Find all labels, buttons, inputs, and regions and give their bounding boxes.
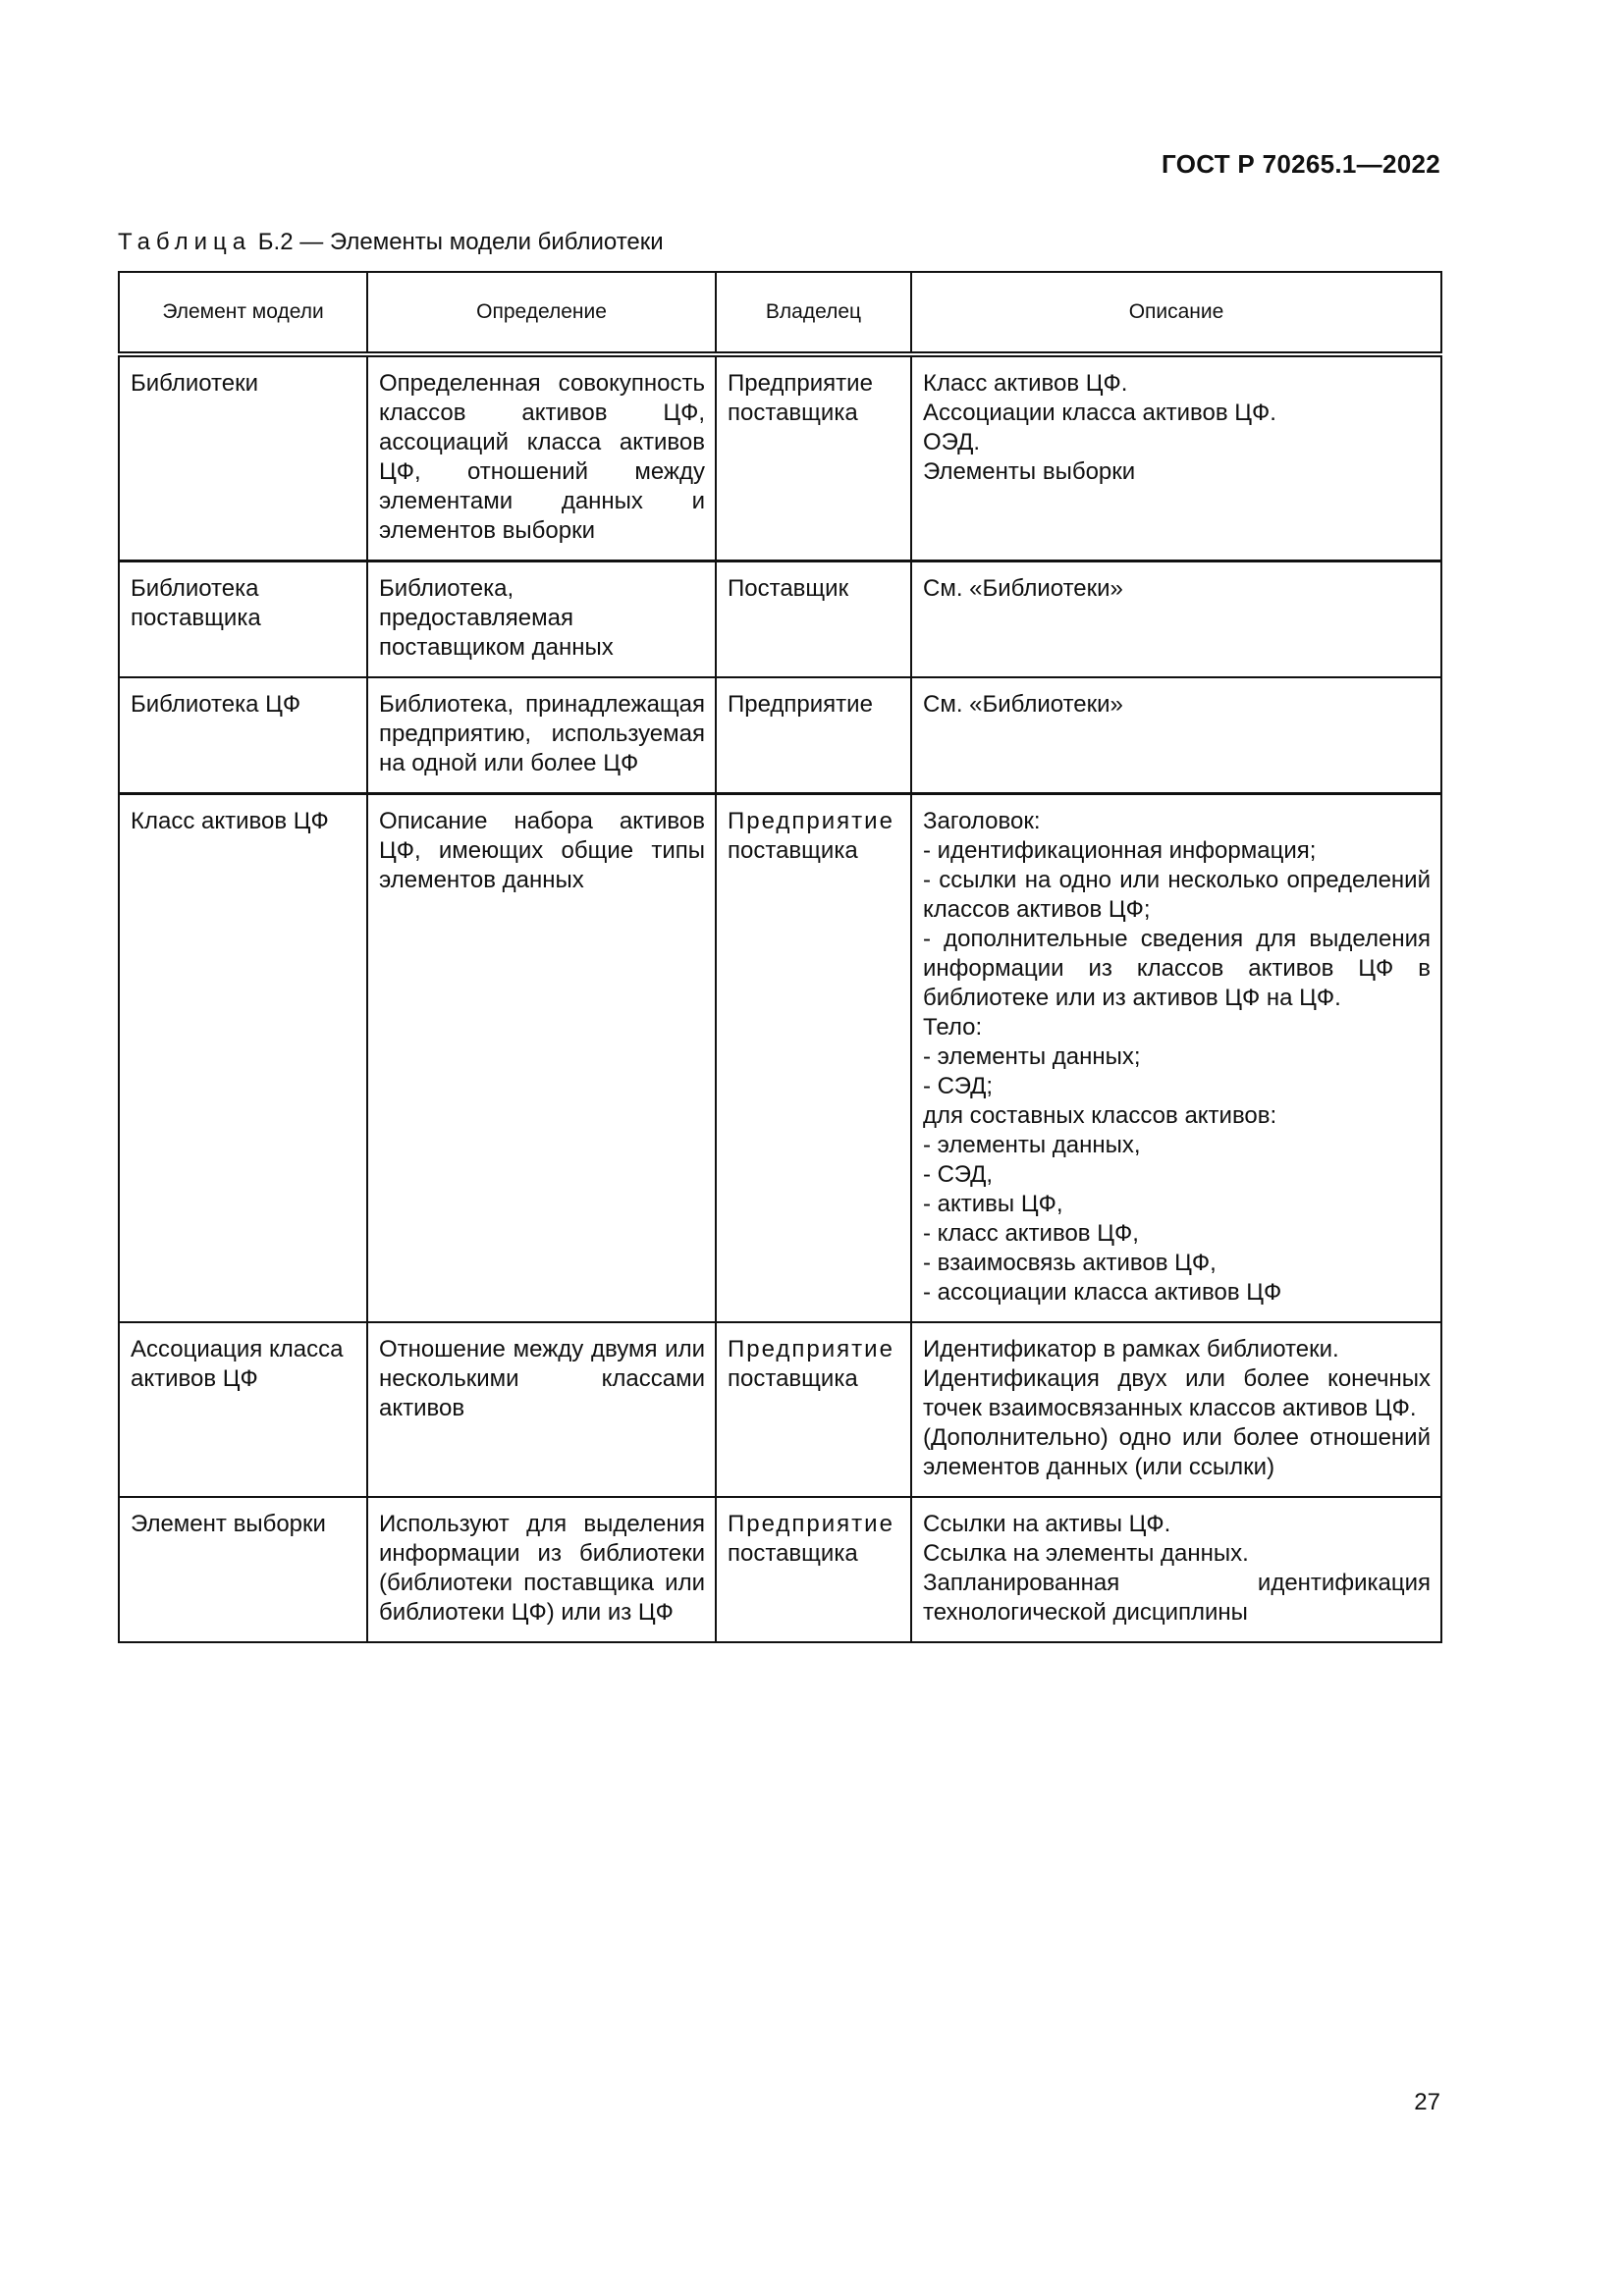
owner-line: Предприятие [728,1511,894,1537]
description-line: Класс активов ЦФ. [923,370,1128,397]
cell-description [911,1322,1441,1497]
cell-owner [716,561,911,678]
column-header-owner: Владелец [716,272,911,354]
table-header-row [119,272,1441,354]
cell-owner [716,1322,911,1497]
table-row [119,354,1441,561]
cell-definition: Библиотека, предоставляемая поставщиком данных [367,561,716,678]
description-line: Заголовок: [923,808,1041,834]
description-line: См. «Библиотеки» [923,691,1123,718]
cell-element: Библиотека поставщика [119,561,367,678]
description-line: Элементы выборки [923,458,1136,485]
owner-line: поставщика [728,400,858,426]
description-line: - ссылки на одно или несколько определений классов активов ЦФ; [923,867,1431,923]
cell-description [911,1497,1441,1642]
owner-line: поставщика [728,837,858,864]
cell-definition: Отношение между двумя или несколькими классами активов [367,1322,716,1497]
description-line: Запланированная идентификация технологической дисциплины [923,1570,1431,1626]
owner-line: Предприятие [728,691,873,718]
library-model-elements-table [118,271,1442,1643]
table-caption [118,229,664,256]
description-line: ОЭД. [923,429,981,455]
owner-line: поставщика [728,1540,858,1567]
cell-element: Ассоциация класса активов ЦФ [119,1322,367,1497]
cell-element: Элемент выборки [119,1497,367,1642]
cell-owner [716,354,911,561]
description-line: - активы ЦФ, [923,1191,1063,1217]
cell-owner [716,1497,911,1642]
cell-description [911,677,1441,794]
description-line: - элементы данных, [923,1132,1141,1158]
description-line: (Дополнительно) одно или более отношений элементов данных (или ссылки) [923,1424,1431,1480]
description-line: Ссылки на активы ЦФ. [923,1511,1171,1537]
description-line: - идентификационная информация; [923,837,1317,864]
table-row [119,561,1441,678]
owner-line: Предприятие [728,808,894,834]
table-row [119,677,1441,794]
table-row [119,794,1441,1323]
cell-definition: Библиотека, принадлежащая предприятию, используемая на одной или более ЦФ [367,677,716,794]
description-line: - класс активов ЦФ, [923,1220,1139,1247]
owner-line: Поставщик [728,575,849,602]
cell-description [911,794,1441,1323]
column-header-definition: Определение [367,272,716,354]
description-line: Идентификация двух или более конечных точек взаимосвязанных классов активов ЦФ. [923,1365,1431,1421]
cell-element: Класс активов ЦФ [119,794,367,1323]
caption-label: Таблица [118,229,252,255]
document-header-code: ГОСТ Р 70265.1—2022 [1162,149,1440,179]
cell-definition: Описание набора активов ЦФ, имеющих общие типы элементов данных [367,794,716,1323]
caption-number: Б.2 [257,229,294,255]
cell-element: Библиотеки [119,354,367,561]
description-line: для составных классов активов: [923,1102,1277,1129]
cell-element: Библиотека ЦФ [119,677,367,794]
owner-line: поставщика [728,1365,858,1392]
description-line: См. «Библиотеки» [923,575,1123,602]
description-line: Ассоциации класса активов ЦФ. [923,400,1276,426]
description-line: - взаимосвязь активов ЦФ, [923,1250,1217,1276]
description-line: Ссылка на элементы данных. [923,1540,1249,1567]
column-header-description: Описание [911,272,1441,354]
description-line: - ассоциации класса активов ЦФ [923,1279,1282,1306]
owner-line: Предприятие [728,1336,894,1362]
cell-owner [716,794,911,1323]
description-line: Идентификатор в рамках библиотеки. [923,1336,1339,1362]
column-header-element: Элемент модели [119,272,367,354]
caption-title: — Элементы модели библиотеки [299,229,664,255]
cell-description [911,354,1441,561]
description-line: - элементы данных; [923,1043,1141,1070]
table-row [119,1497,1441,1642]
owner-line: Предприятие [728,370,873,397]
description-line: - дополнительные сведения для выделения информации из классов активов ЦФ в библиотеке или из активов ЦФ на ЦФ. [923,926,1431,1011]
cell-description [911,561,1441,678]
description-line: - СЭД; [923,1073,994,1099]
table-row [119,1322,1441,1497]
description-line: Тело: [923,1014,983,1041]
cell-definition: Определенная совокупность классов активов ЦФ, ассоциаций класса активов ЦФ, отношений между элементами данных и элементов выборки [367,354,716,561]
page-number: 27 [1414,2089,1440,2115]
cell-owner [716,677,911,794]
description-line: - СЭД, [923,1161,994,1188]
cell-definition: Используют для выделения информации из библиотеки (библиотеки поставщика или библиотеки ЦФ) или из ЦФ [367,1497,716,1642]
